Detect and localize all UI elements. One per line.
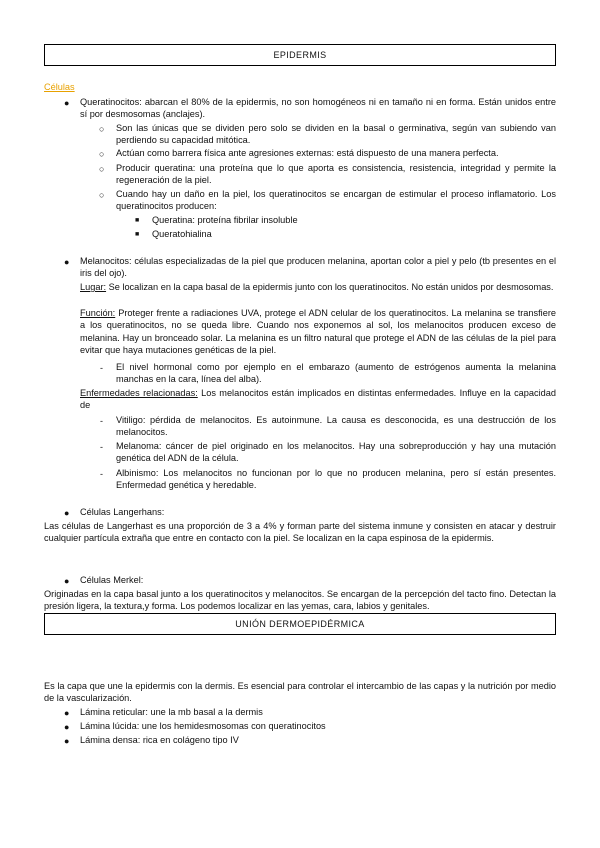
cells-heading-link[interactable]: Células <box>44 82 75 92</box>
keratinocytes-sub-1: Son las únicas que se dividen pero solo se dividen en la basal o germinativa, según van subiendo van perdiendo su capacidad mitótica. <box>116 123 556 146</box>
bullet-icon: ● <box>64 708 70 718</box>
bullet-icon: ● <box>64 257 70 267</box>
langerhans-text: Las células de Langerhast es una proporción de 3 a 4% y forman parte del sistema inmune y consisten en atacar y destruir cualquier partícula extraña que entre en contacto con la piel. Se localizan en la capa espinosa de la epidermis. <box>44 521 556 544</box>
union-item-3: Lámina densa: rica en colágeno tipo IV <box>80 735 239 745</box>
function-text: Proteger frente a radiaciones UVA, protege el ADN celular de los queratinocitos. La melanina se transfiere a los queratinocitos, no se queda libre. Cuando nos exponemos al sol, los melanocitos producen exceso de melanina. Hay un bronceado solar. La melanina es un filtro natural que protege el ADN de las células de la piel para evitar que haya mutaciones genéticas de la piel. <box>80 308 556 356</box>
disease-melanoma: Melanoma: cáncer de piel originado en los melanocitos. Hay una sobreproducción y hay una mutación genética del ADN de la célula. <box>116 441 556 464</box>
melanocytes-function <box>80 307 556 357</box>
section-header-union: UNIÓN DERMOEPIDÉRMICA <box>44 613 556 635</box>
diseases-label: Enfermedades relacionadas: <box>80 388 198 398</box>
circle-bullet-icon: ○ <box>99 149 105 159</box>
dash-bullet-icon: - <box>100 416 103 426</box>
bullet-icon: ● <box>64 98 70 108</box>
union-item-1: Lámina reticular: une la mb basal a la dermis <box>80 707 263 717</box>
keratinocytes-product-2: Queratohialina <box>152 229 212 239</box>
merkel-title: Células Merkel: <box>80 575 144 585</box>
union-item-2: Lámina lúcida: une los hemidesmosomas con queratinocitos <box>80 721 326 731</box>
melanocytes-text: Melanocitos: células especializadas de la piel que producen melanina, aportan color a piel y pelo (tb presentes en el iris del ojo). <box>80 256 556 279</box>
keratinocytes-product-1: Queratina: proteína fibrilar insoluble <box>152 215 298 225</box>
disease-vitiligo: Vitiligo: pérdida de melanocitos. Es autoinmune. La causa es desconocida, es una destrucción de los melanocitos. <box>116 415 556 438</box>
melanocytes-hormonal: El nivel hormonal como por ejemplo en el embarazo (aumento de estrógenos aumenta la melanina manchas en la cara, línea del alba). <box>116 362 556 385</box>
union-text: Es la capa que une la epidermis con la dermis. Es esencial para controlar el intercambio de las capas y la nutrición por medio de la vascularización. <box>44 681 556 704</box>
place-text: Se localizan en la capa basal de la epidermis junto con los queratinocitos. No están unidos por desmosomas. <box>106 282 554 292</box>
place-label: Lugar: <box>80 282 107 292</box>
disease-albinism: Albinismo: Los melanocitos no funcionan por lo que no producen melanina, pero sí están presentes. Enfermedad genética y heredable. <box>116 468 556 491</box>
square-bullet-icon: ■ <box>135 217 140 224</box>
melanocytes-diseases <box>80 387 556 412</box>
keratinocytes-text: Queratinocitos: abarcan el 80% de la epidermis, no son homogéneos ni en tamaño ni en forma. Están unidos entre sí por desmosomas (anclajes). <box>80 97 556 120</box>
bullet-icon: ● <box>64 736 70 746</box>
dash-bullet-icon: - <box>100 363 103 373</box>
bullet-icon: ● <box>64 722 70 732</box>
circle-bullet-icon: ○ <box>99 124 105 134</box>
merkel-text: Originadas en la capa basal junto a los queratinocitos y melanocitos. Se encargan de la percepción del tacto fino. Detectan la presión ligera, la textura,y forma. Los podemos localizar en las yemas, cara, labios y genitales. <box>44 589 556 612</box>
keratinocytes-sub-2: Actúan como barrera física ante agresiones externas: está dispuesto de una manera perfecta. <box>116 148 499 158</box>
function-label: Función: <box>80 308 116 318</box>
bullet-icon: ● <box>64 576 70 586</box>
circle-bullet-icon: ○ <box>99 164 105 174</box>
dash-bullet-icon: - <box>100 469 103 479</box>
melanocytes-place <box>80 281 556 293</box>
square-bullet-icon: ■ <box>135 231 140 238</box>
section-header-epidermis: EPIDERMIS <box>44 44 556 66</box>
diseases-text: Los melanocitos están implicados en distintas enfermedades. Influye en la capacidad de <box>80 388 556 411</box>
circle-bullet-icon: ○ <box>99 190 105 200</box>
dash-bullet-icon: - <box>100 442 103 452</box>
bullet-icon: ● <box>64 508 70 518</box>
keratinocytes-sub-3: Producir queratina: una proteína que lo que aporta es consistencia, resistencia, integridad y permite la regeneración de la piel. <box>116 163 556 186</box>
keratinocytes-sub-4: Cuando hay un daño en la piel, los queratinocitos se encargan de estimular el proceso inflamatorio. Los queratinocitos producen: <box>116 189 556 212</box>
langerhans-title: Células Langerhans: <box>80 507 165 517</box>
